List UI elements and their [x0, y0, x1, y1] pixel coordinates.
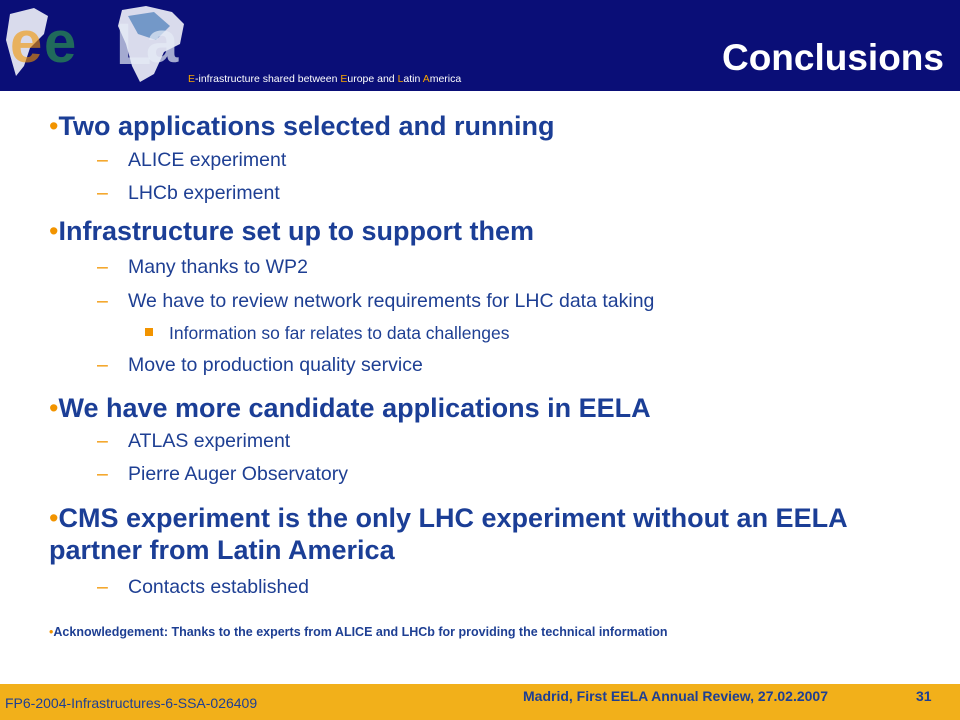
bullet-4: •CMS experiment is the only LHC experiment without an EELA partner from Latin America: [49, 503, 847, 565]
bullet-2: •Infrastructure set up to support them: [49, 216, 534, 246]
bullet-2-sub-3: – Move to production quality service: [97, 354, 423, 376]
bullet-2-sub-2-sub-1: Information so far relates to data challenges: [145, 323, 509, 344]
slide-title: Conclusions: [721, 37, 944, 78]
square-bullet-icon: [145, 328, 153, 336]
bullet-3: •We have more candidate applications in EELA: [49, 393, 651, 423]
svg-text:a: a: [146, 10, 179, 75]
bullet-1-sub-1: – ALICE experiment: [97, 149, 287, 171]
bullet-3-sub-2: – Pierre Auger Observatory: [97, 463, 349, 485]
bullet-2-sub-1: – Many thanks to WP2: [97, 256, 308, 278]
project-code: FP6-2004-Infrastructures-6-SSA-026409: [5, 695, 258, 711]
svg-text:e: e: [44, 10, 77, 75]
bullet-3-sub-1: – ATLAS experiment: [97, 430, 291, 452]
bullet-1: •Two applications selected and running: [49, 111, 555, 141]
svg-text:e: e: [10, 10, 43, 75]
bullet-2-sub-2: – We have to review network requirements for LHC data taking: [97, 290, 655, 312]
footer-bar: [0, 684, 960, 720]
event-info: Madrid, First EELA Annual Review, 27.02.2007: [523, 688, 828, 704]
bullet-4-sub-1: – Contacts established: [97, 576, 310, 598]
bullet-1-sub-2: – LHCb experiment: [97, 182, 280, 204]
tagline: E-infrastructure shared between Europe and Latin America: [188, 73, 462, 85]
slide-number: 31: [916, 688, 932, 704]
svg-text:L: L: [116, 12, 152, 77]
acknowledgement: •Acknowledgement: Thanks to the experts from ALICE and LHCb for providing the technical information: [49, 625, 668, 639]
